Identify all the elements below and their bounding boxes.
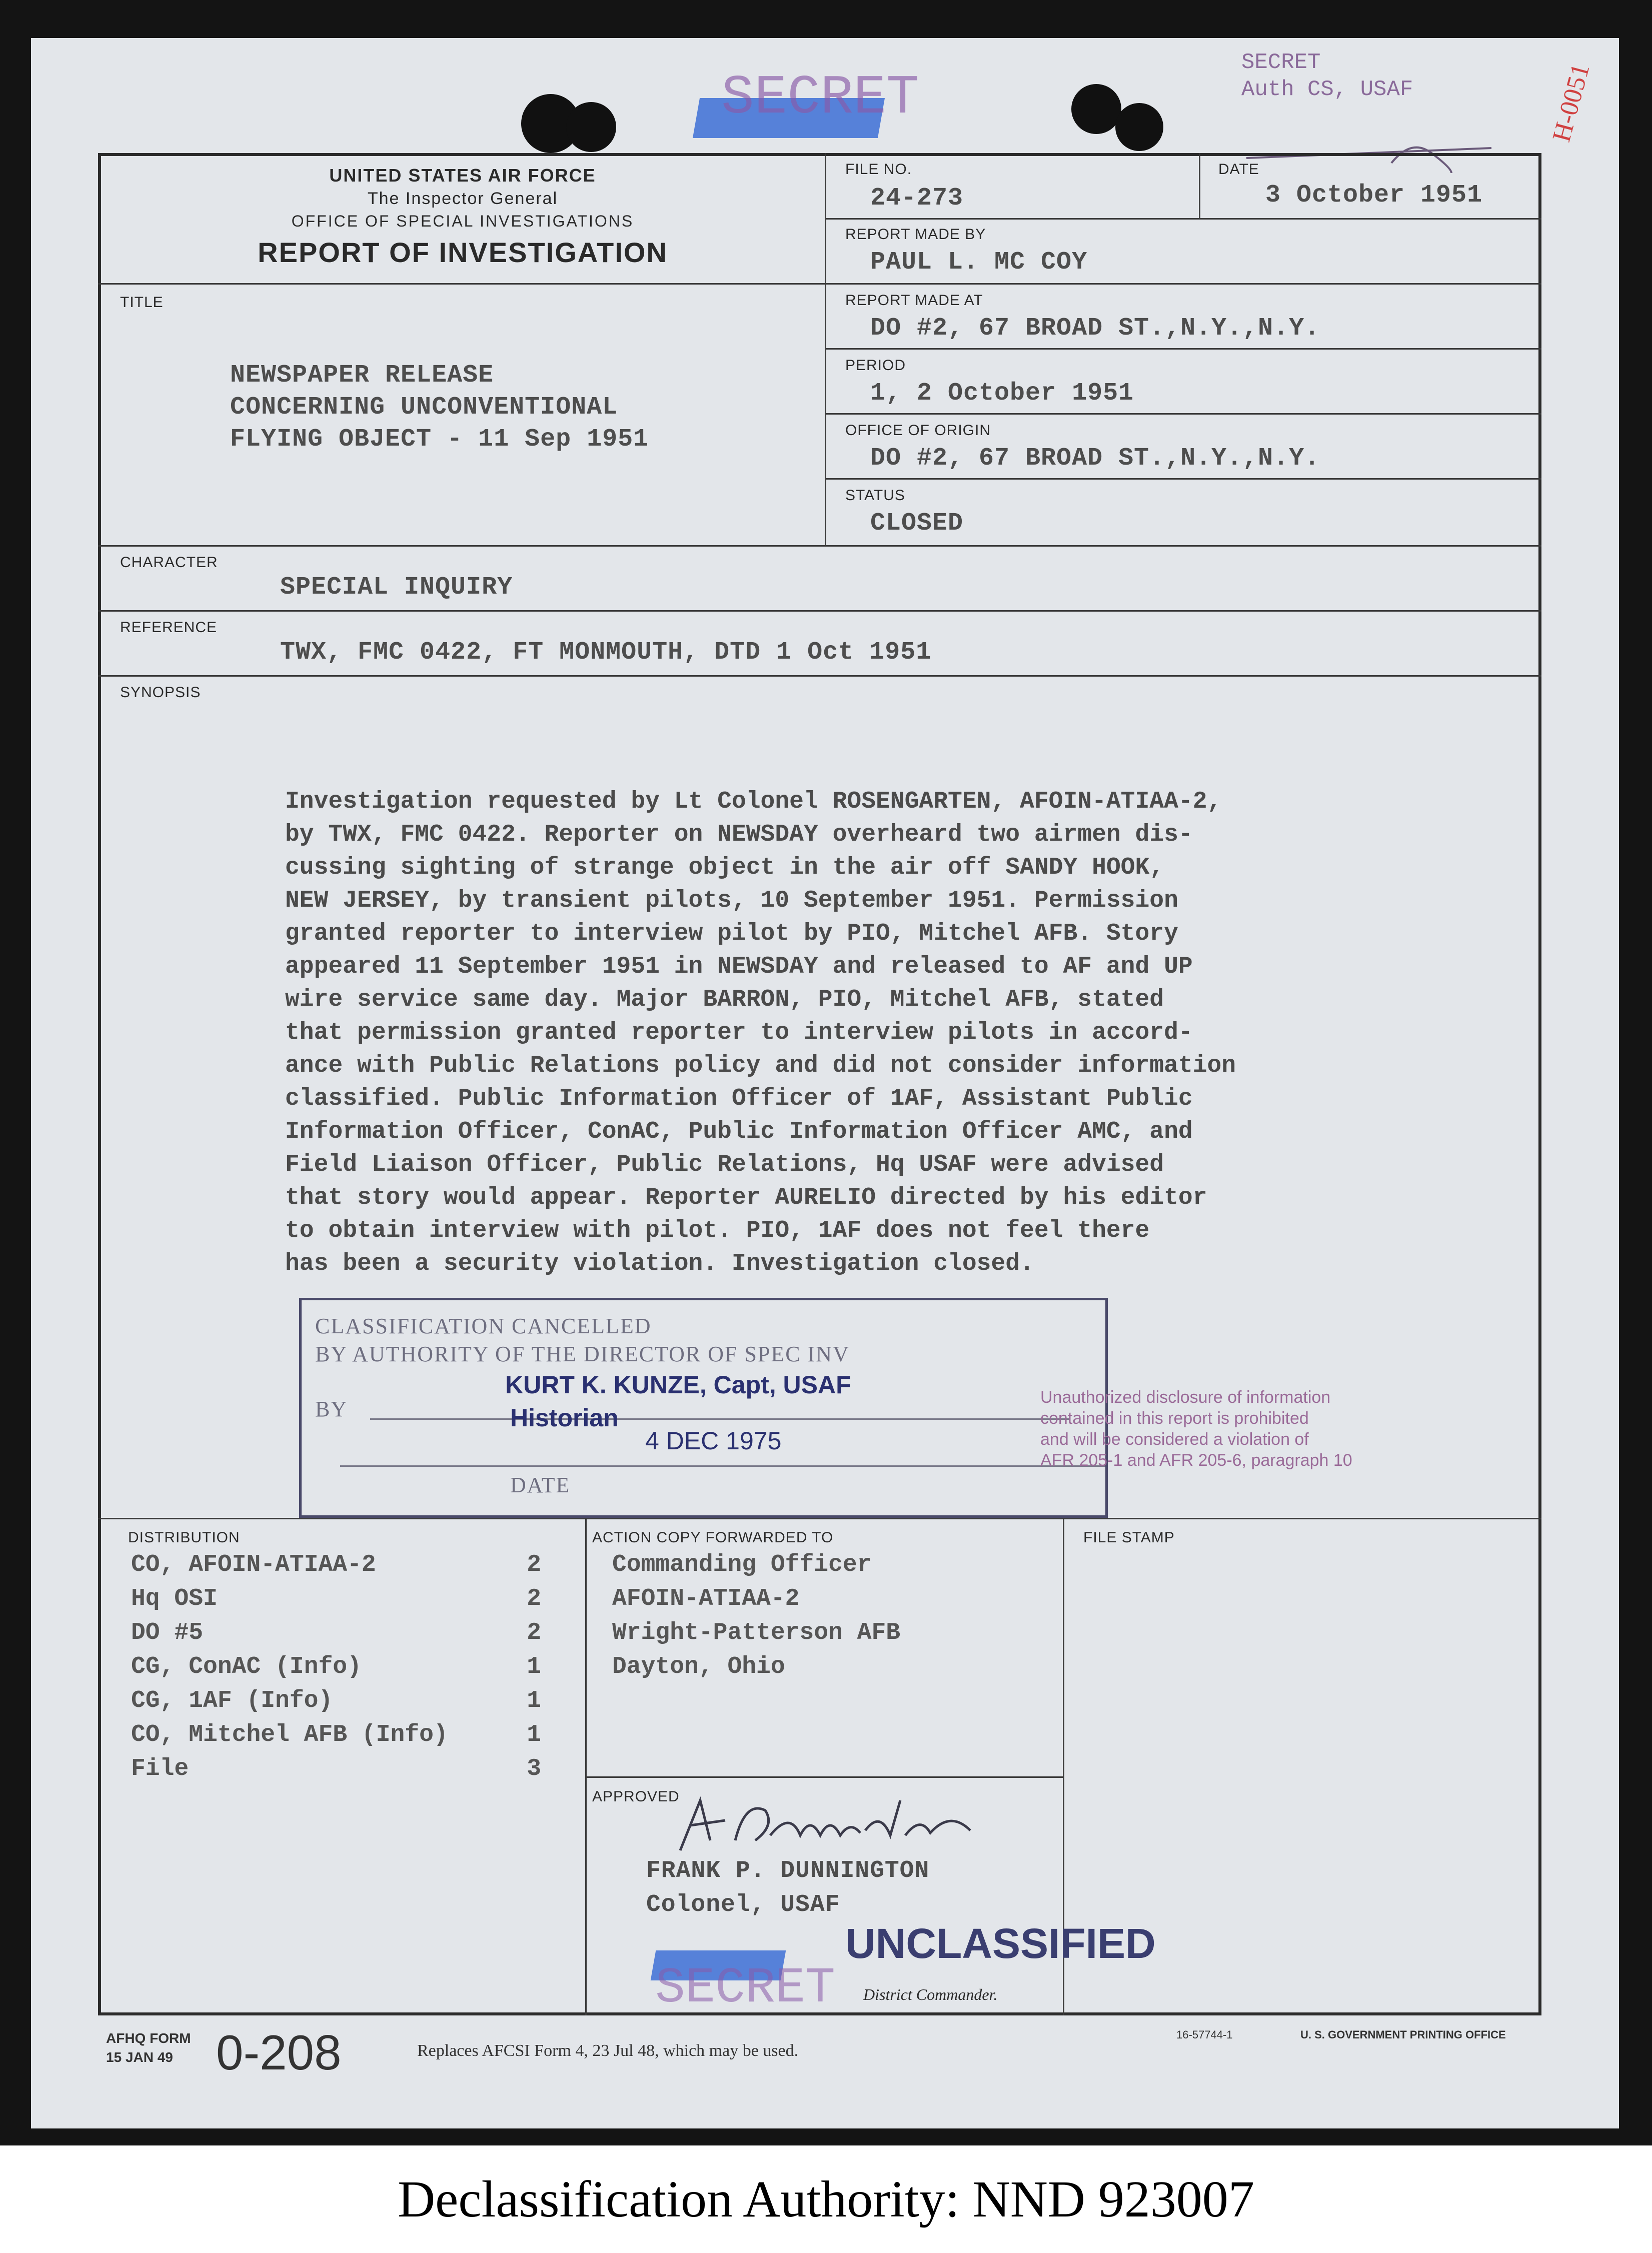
stamp-date-label: DATE	[510, 1473, 571, 1497]
distribution-row	[131, 1585, 541, 1612]
distribution-count: 2	[527, 1585, 541, 1612]
synopsis-line: that permission granted reporter to interview pilots in accord-	[285, 1019, 1193, 1046]
synopsis-line: wire service same day. Major BARRON, PIO, Mitchel AFB, stated	[285, 986, 1164, 1013]
distribution-row	[131, 1653, 541, 1680]
secret-stamp-bottom: SECRET	[655, 1960, 836, 2017]
office-name: OFFICE OF SPECIAL INVESTIGATIONS	[291, 212, 634, 230]
distribution-label: DISTRIBUTION	[128, 1529, 240, 1546]
action-copy-label: ACTION COPY FORWARDED TO	[592, 1529, 834, 1546]
approved-label: APPROVED	[592, 1788, 680, 1805]
report-made-at-value: DO #2, 67 BROAD ST.,N.Y.,N.Y.	[870, 314, 1320, 343]
synopsis-line: classified. Public Information Officer of 1AF, Assistant Public	[285, 1085, 1193, 1112]
red-handwritten-note: H-0051	[1547, 61, 1595, 145]
declassification-date: 4 DEC 1975	[645, 1427, 782, 1455]
distribution-row	[131, 1551, 541, 1578]
synopsis-text	[285, 785, 1385, 1280]
title-line-3: FLYING OBJECT - 11 Sep 1951	[230, 425, 649, 454]
office-of-origin-value: DO #2, 67 BROAD ST.,N.Y.,N.Y.	[870, 444, 1320, 473]
distribution-count: 3	[527, 1755, 541, 1782]
title-label: TITLE	[120, 294, 164, 311]
column-divider	[825, 153, 826, 547]
declassifier-name: KURT K. KUNZE, Capt, USAF	[505, 1371, 851, 1399]
synopsis-line: NEW JERSEY, by transient pilots, 10 September 1951. Permission	[285, 887, 1178, 914]
status-value: CLOSED	[870, 509, 964, 538]
distribution-recipient: Hq OSI	[131, 1585, 218, 1612]
action-copy-line: Commanding Officer	[612, 1551, 872, 1578]
date-line	[340, 1465, 1105, 1467]
distribution-recipient: DO #5	[131, 1619, 204, 1646]
agency-name: UNITED STATES AIR FORCE	[329, 165, 596, 186]
report-made-by-value: PAUL L. MC COY	[870, 248, 1088, 277]
reference-value: TWX, FMC 0422, FT MONMOUTH, DTD 1 Oct 1951	[280, 638, 932, 667]
form-number: 0-208	[216, 2025, 342, 2080]
distribution-count: 1	[527, 1687, 541, 1714]
character-label: CHARACTER	[120, 554, 218, 571]
form-title: REPORT OF INVESTIGATION	[258, 237, 668, 268]
disclosure-warning-line: Unauthorized disclosure of information	[1040, 1388, 1331, 1407]
file-stamp-label: FILE STAMP	[1083, 1529, 1175, 1546]
row-divider	[98, 545, 1541, 547]
disclosure-warning-line: AFR 205-1 and AFR 205-6, paragraph 10	[1040, 1451, 1352, 1470]
character-value: SPECIAL INQUIRY	[280, 573, 513, 602]
row-divider	[585, 1776, 1063, 1778]
action-copy-line: Dayton, Ohio	[612, 1653, 785, 1680]
action-copy-line: Wright-Patterson AFB	[612, 1619, 901, 1646]
stamp-by-label: BY	[315, 1397, 348, 1421]
synopsis-line: cussing sighting of strange object in the air off SANDY HOOK,	[285, 854, 1164, 881]
printer-name: U. S. GOVERNMENT PRINTING OFFICE	[1300, 2028, 1506, 2041]
synopsis-line: granted reporter to interview pilot by PIO, Mitchel AFB. Story	[285, 920, 1178, 947]
distribution-row	[131, 1721, 541, 1748]
synopsis-line: ance with Public Relations policy and did not consider information	[285, 1052, 1236, 1079]
date-label: DATE	[1218, 161, 1259, 178]
agency-subtitle: The Inspector General	[367, 189, 558, 208]
synopsis-line: by TWX, FMC 0422. Reporter on NEWSDAY overheard two airmen dis-	[285, 821, 1193, 848]
report-made-by-label: REPORT MADE BY	[845, 226, 986, 243]
synopsis-line: appeared 11 September 1951 in NEWSDAY and released to AF and UP	[285, 953, 1193, 980]
distribution-count: 1	[527, 1653, 541, 1680]
punch-hole	[566, 102, 616, 152]
report-made-at-label: REPORT MADE AT	[845, 292, 983, 309]
distribution-row	[131, 1687, 541, 1714]
punch-hole	[1115, 103, 1163, 151]
secret-corner-stamp: SECRET	[1241, 50, 1321, 75]
reference-label: REFERENCE	[120, 619, 218, 636]
distribution-recipient: CO, Mitchel AFB (Info)	[131, 1721, 448, 1748]
file-no-value: 24-273	[870, 184, 964, 213]
form-date: 15 JAN 49	[106, 2049, 173, 2065]
secret-stamp-top: SECRET	[721, 67, 920, 130]
file-no-label: FILE NO.	[845, 161, 912, 178]
form-label: AFHQ FORM	[106, 2030, 191, 2046]
declassification-caption: Declassification Authority: NND 923007	[0, 2145, 1652, 2253]
row-divider	[825, 348, 1541, 350]
synopsis-line: Field Liaison Officer, Public Relations, Hq USAF were advised	[285, 1151, 1164, 1178]
disclosure-warning-line: and will be considered a violation of	[1040, 1430, 1309, 1449]
auth-corner-stamp: Auth CS, USAF	[1241, 77, 1413, 102]
distribution-row	[131, 1755, 541, 1782]
distribution-recipient: CG, ConAC (Info)	[131, 1653, 362, 1680]
row-divider	[825, 413, 1541, 415]
unclassified-stamp: UNCLASSIFIED	[845, 1920, 1156, 1967]
synopsis-label: SYNOPSIS	[120, 684, 201, 701]
distribution-count: 2	[527, 1619, 541, 1646]
distribution-count: 2	[527, 1551, 541, 1578]
row-divider	[825, 478, 1541, 480]
punch-hole	[1071, 84, 1121, 134]
distribution-row	[131, 1619, 541, 1646]
column-divider	[585, 1518, 587, 2015]
period-value: 1, 2 October 1951	[870, 379, 1134, 408]
date-value: 3 October 1951	[1265, 181, 1483, 210]
approver-name: FRANK P. DUNNINGTON	[646, 1857, 930, 1884]
synopsis-line: Information Officer, ConAC, Public Information Officer AMC, and	[285, 1118, 1193, 1145]
row-divider	[98, 675, 1541, 677]
stamp-line-2: BY AUTHORITY OF THE DIRECTOR OF SPEC INV	[315, 1342, 850, 1366]
distribution-recipient: CG, 1AF (Info)	[131, 1687, 333, 1714]
row-divider	[98, 610, 1541, 612]
distribution-recipient: CO, AFOIN-ATIAA-2	[131, 1551, 376, 1578]
synopsis-line: to obtain interview with pilot. PIO, 1AF does not feel there	[285, 1217, 1150, 1244]
signature-line	[370, 1418, 1070, 1420]
stamp-line-1: CLASSIFICATION CANCELLED	[315, 1314, 652, 1338]
approver-rank: Colonel, USAF	[646, 1891, 840, 1918]
period-label: PERIOD	[845, 357, 906, 374]
column-divider	[1199, 153, 1200, 218]
row-divider	[98, 1518, 1541, 1519]
synopsis-line: Investigation requested by Lt Colonel ROSENGARTEN, AFOIN-ATIAA-2,	[285, 788, 1222, 815]
declassifier-role: Historian	[510, 1404, 619, 1432]
row-divider	[825, 218, 1541, 220]
status-label: STATUS	[845, 487, 905, 504]
disclosure-warning-line: contained in this report is prohibited	[1040, 1409, 1309, 1428]
distribution-recipient: File	[131, 1755, 189, 1782]
synopsis-line: has been a security violation. Investigation closed.	[285, 1250, 1034, 1277]
synopsis-line: that story would appear. Reporter AURELIO directed by his editor	[285, 1184, 1207, 1211]
title-line-1: NEWSPAPER RELEASE	[230, 361, 494, 390]
title-line-2: CONCERNING UNCONVENTIONAL	[230, 393, 618, 422]
office-of-origin-label: OFFICE OF ORIGIN	[845, 422, 991, 439]
replaces-note: Replaces AFCSI Form 4, 23 Jul 48, which may be used.	[417, 2041, 799, 2060]
print-code: 16-57744-1	[1176, 2028, 1233, 2041]
handwritten-signature	[670, 1780, 980, 1865]
district-commander-label: District Commander.	[863, 1985, 998, 2003]
row-divider	[98, 283, 1541, 285]
distribution-count: 1	[527, 1721, 541, 1748]
action-copy-line: AFOIN-ATIAA-2	[612, 1585, 800, 1612]
